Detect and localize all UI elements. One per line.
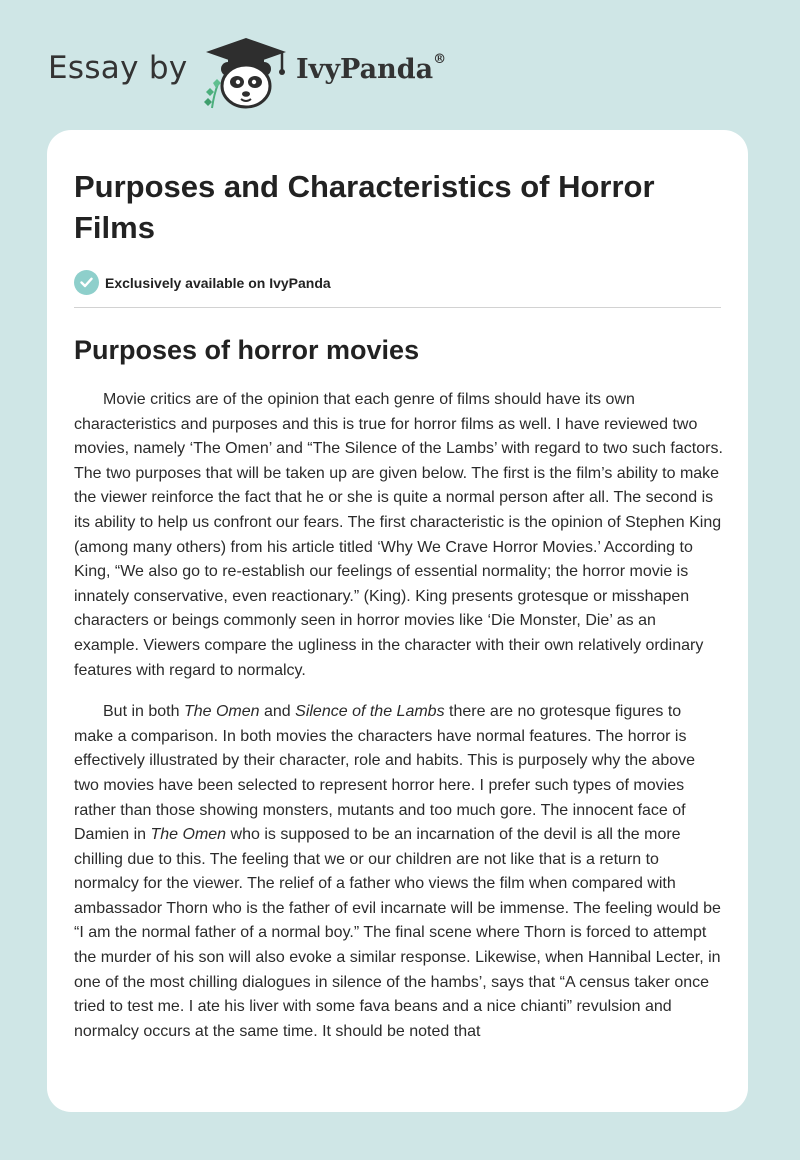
- body-paragraph: [74, 388, 724, 683]
- film-title-text: The Omen: [183, 703, 260, 721]
- exclusive-badge: [74, 270, 721, 295]
- brand-label: IvyPanda: [296, 54, 434, 85]
- film-title-text: The Omen: [150, 826, 227, 844]
- brand-name[interactable]: [296, 54, 446, 85]
- body-paragraph: [74, 700, 724, 1044]
- check-icon: [74, 270, 99, 295]
- ivypanda-logo-icon[interactable]: [198, 36, 294, 110]
- paragraph-text: and: [259, 703, 296, 721]
- section-heading: Purposes of horror movies: [74, 335, 420, 365]
- paragraph-text: who is supposed to be an incarnation of the devil is all the more chilling due to this. The feeling that we or our children are not like that is a return to normalcy for the viewer. The relief of a father who views the film when compared with ambassador Thorn who is the father of evil incarnate will be immense. The feeling would be “I am the normal father of a normal boy.” The final scene where Thorn is forced to attempt the murder of his son will also evoke a similar response. Likewise, when Hannibal Lecter, in one of the most chilling dialogues in silence of the hambs’, says that “A census taker once tried to test me. I ate his liver with some fava beans and a nice chianti” revulsion and normalcy occurs at the same time. It should be noted that: [74, 826, 721, 1040]
- paragraph-text: Movie critics are of the opinion that each genre of films should have its own characteristics and purposes and this is true for horror films as well. I have reviewed two movies, namely ‘The Omen’ and “The Silence of the Lambs’ with regard to two such factors. The two purposes that will be taken up are given below. The first is the film’s ability to make the viewer reinforce the fact that he or she is quite a normal person after all. The second is its ability to help us confront our fears. The first characteristic is the opinion of Stephen King (among many others) from his article titled ‘Why We Crave Horror Movies.’ According to King, “We also go to re-establish our feelings of essential normality; the horror movie is innately conservative, even reactionary.” (King). King presents grotesque or misshapen characters or beings commonly seen in horror movies like ‘Die Monster, Die’ as an example. Viewers compare the ugliness in the character with their own relatively ordinary features with regard to normalcy.: [74, 391, 723, 679]
- trademark-symbol: ®: [433, 52, 447, 67]
- essay-by-label: Essay by: [48, 50, 188, 86]
- paragraph-text: there are no grotesque figures to make a comparison. In both movies the characters have normal features. The horror is effectively illustrated by their character, role and habits. This is purposely why the above two movies have been selected to represent horror here. I prefer such types of movies rather than those showing monsters, mutants and too much gore. The innocent face of Damien in: [74, 703, 696, 844]
- site-header: [0, 0, 800, 130]
- film-title-text: Silence of the Lambs: [295, 703, 445, 721]
- essay-title: Purposes and Characteristics of Horror Films: [74, 169, 655, 245]
- paragraph-text: But in both: [103, 703, 184, 721]
- essay-card: [47, 130, 748, 1112]
- divider: [74, 307, 721, 308]
- exclusive-badge-label: Exclusively available on IvyPanda: [105, 274, 331, 291]
- ivy-leaf-icon: [204, 79, 221, 108]
